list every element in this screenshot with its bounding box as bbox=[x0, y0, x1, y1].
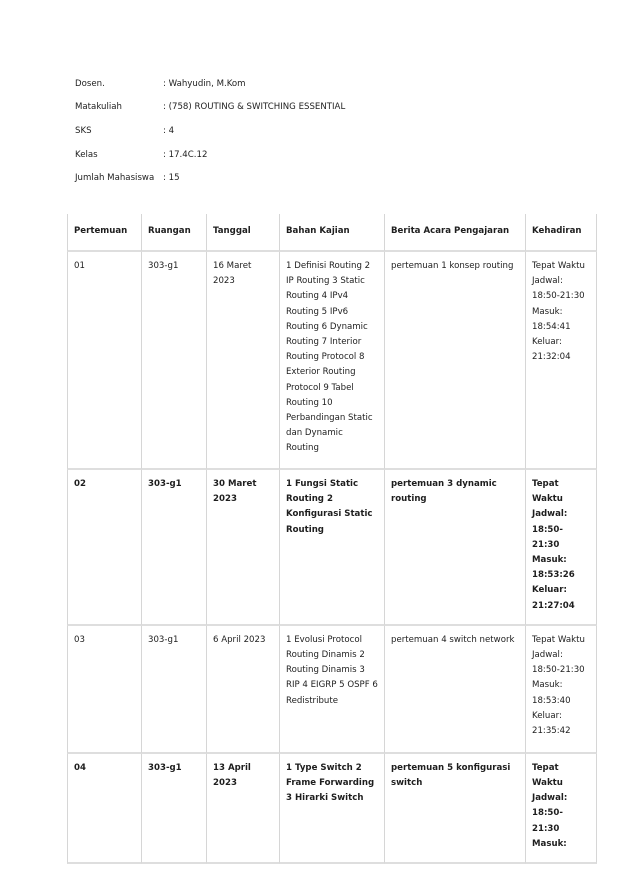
info-value: : (758) ROUTING & SWITCHING ESSENTIAL bbox=[163, 102, 346, 113]
cell-kehadiran bbox=[526, 754, 597, 864]
header-tanggal: Tanggal bbox=[207, 214, 280, 252]
kehadiran-keluar-value: 21:27:04 bbox=[532, 600, 575, 611]
table-row bbox=[67, 754, 597, 864]
info-row-sks bbox=[75, 119, 345, 143]
header-pertemuan: Pertemuan bbox=[67, 214, 142, 252]
cell-pertemuan: 04 bbox=[67, 754, 142, 864]
cell-ruangan: 303-g1 bbox=[142, 470, 207, 626]
info-row-jumlah-mahasiswa bbox=[75, 166, 345, 190]
cell-kehadiran bbox=[526, 626, 597, 754]
cell-ruangan: 303-g1 bbox=[142, 252, 207, 470]
cell-bahan-kajian: 1 Type Switch 2 Frame Forwarding 3 Hirarki Switch bbox=[280, 754, 385, 864]
header-berita-acara: Berita Acara Pengajaran bbox=[385, 214, 526, 252]
table-row bbox=[67, 470, 597, 626]
cell-pertemuan: 02 bbox=[67, 470, 142, 626]
kehadiran-masuk-label: Masuk: bbox=[532, 306, 563, 317]
kehadiran-status: Tepat Waktu bbox=[532, 261, 585, 271]
cell-ruangan: 303-g1 bbox=[142, 754, 207, 864]
info-label: SKS bbox=[75, 125, 92, 136]
kehadiran-keluar-label: Keluar: bbox=[532, 585, 567, 596]
kehadiran-jadwal-value: 18:50-21:30 bbox=[532, 291, 585, 302]
info-row-dosen bbox=[75, 72, 345, 96]
kehadiran-jadwal-label: Jadwal: bbox=[532, 793, 568, 804]
cell-bahan-kajian: 1 Definisi Routing 2 IP Routing 3 Static Routing 4 IPv4 Routing 5 IPv6 Routing 6 Dynamic Routing 7 Interior Routing Protocol 8 Exterior Routing Protocol 9 Tabel Routing 10 Perbandingan Static dan Dynamic Routing bbox=[280, 252, 385, 470]
cell-berita-acara: pertemuan 5 konfigurasi switch bbox=[385, 754, 526, 864]
cell-bahan-kajian: 1 Fungsi Static Routing 2 Konfigurasi Static Routing bbox=[280, 470, 385, 626]
header-ruangan: Ruangan bbox=[142, 214, 207, 252]
info-label: Dosen. bbox=[75, 78, 105, 89]
attendance-table bbox=[67, 214, 597, 864]
kehadiran-jadwal-value: 18:50-21:30 bbox=[532, 665, 585, 676]
info-label: Matakuliah bbox=[75, 102, 122, 113]
kehadiran-keluar-value: 21:32:04 bbox=[532, 352, 571, 363]
kehadiran-status: Tepat Waktu bbox=[532, 634, 585, 645]
kehadiran-jadwal-label: Jadwal: bbox=[532, 650, 563, 661]
kehadiran-masuk-label: Masuk: bbox=[532, 555, 567, 566]
cell-kehadiran bbox=[526, 252, 597, 470]
kehadiran-jadwal-label: Jadwal: bbox=[532, 509, 568, 520]
kehadiran-keluar-label: Keluar: bbox=[532, 337, 562, 348]
kehadiran-status: Tepat Waktu bbox=[532, 762, 563, 789]
cell-ruangan: 303-g1 bbox=[142, 626, 207, 754]
cell-tanggal: 16 Maret 2023 bbox=[207, 252, 280, 470]
info-value: : 15 bbox=[163, 173, 180, 184]
kehadiran-keluar-value: 21:35:42 bbox=[532, 726, 571, 737]
header-kehadiran: Kehadiran bbox=[526, 214, 597, 252]
info-label: Kelas bbox=[75, 149, 98, 160]
kehadiran-masuk-value: 18:53:40 bbox=[532, 695, 571, 706]
cell-berita-acara: pertemuan 1 konsep routing bbox=[385, 252, 526, 470]
cell-kehadiran bbox=[526, 470, 597, 626]
cell-pertemuan: 03 bbox=[67, 626, 142, 754]
header-bahan-kajian: Bahan Kajian bbox=[280, 214, 385, 252]
cell-tanggal: 30 Maret 2023 bbox=[207, 470, 280, 626]
cell-tanggal: 13 April 2023 bbox=[207, 754, 280, 864]
cell-berita-acara: pertemuan 3 dynamic routing bbox=[385, 470, 526, 626]
table-row bbox=[67, 252, 597, 470]
info-value: : 17.4C.12 bbox=[163, 149, 208, 160]
cell-berita-acara: pertemuan 4 switch network bbox=[385, 626, 526, 754]
kehadiran-masuk-value: 18:53:26 bbox=[532, 570, 575, 581]
course-info bbox=[75, 72, 345, 190]
kehadiran-masuk-label: Masuk: bbox=[532, 680, 563, 691]
attendance-table-container bbox=[67, 214, 597, 849]
info-value: : Wahyudin, M.Kom bbox=[163, 78, 246, 89]
cell-tanggal: 6 April 2023 bbox=[207, 626, 280, 754]
kehadiran-masuk-value: 18:54:41 bbox=[532, 321, 571, 332]
info-value: : 4 bbox=[163, 125, 175, 136]
info-label: Jumlah Mahasiswa bbox=[75, 173, 155, 184]
table-row bbox=[67, 626, 597, 754]
table-header-row bbox=[67, 214, 597, 252]
kehadiran-jadwal-value: 18:50-21:30 bbox=[532, 808, 563, 834]
kehadiran-jadwal-label: Jadwal: bbox=[532, 276, 563, 287]
kehadiran-jadwal-value: 18:50-21:30 bbox=[532, 524, 563, 550]
kehadiran-keluar-label: Keluar: bbox=[532, 710, 562, 721]
cell-pertemuan: 01 bbox=[67, 252, 142, 470]
info-row-kelas bbox=[75, 143, 345, 167]
kehadiran-masuk-label: Masuk: bbox=[532, 838, 567, 849]
info-row-matakuliah bbox=[75, 96, 345, 120]
cell-bahan-kajian: 1 Evolusi Protocol Routing Dinamis 2 Routing Dinamis 3 RIP 4 EIGRP 5 OSPF 6 Redistribute bbox=[280, 626, 385, 754]
kehadiran-status: Tepat Waktu bbox=[532, 479, 563, 505]
